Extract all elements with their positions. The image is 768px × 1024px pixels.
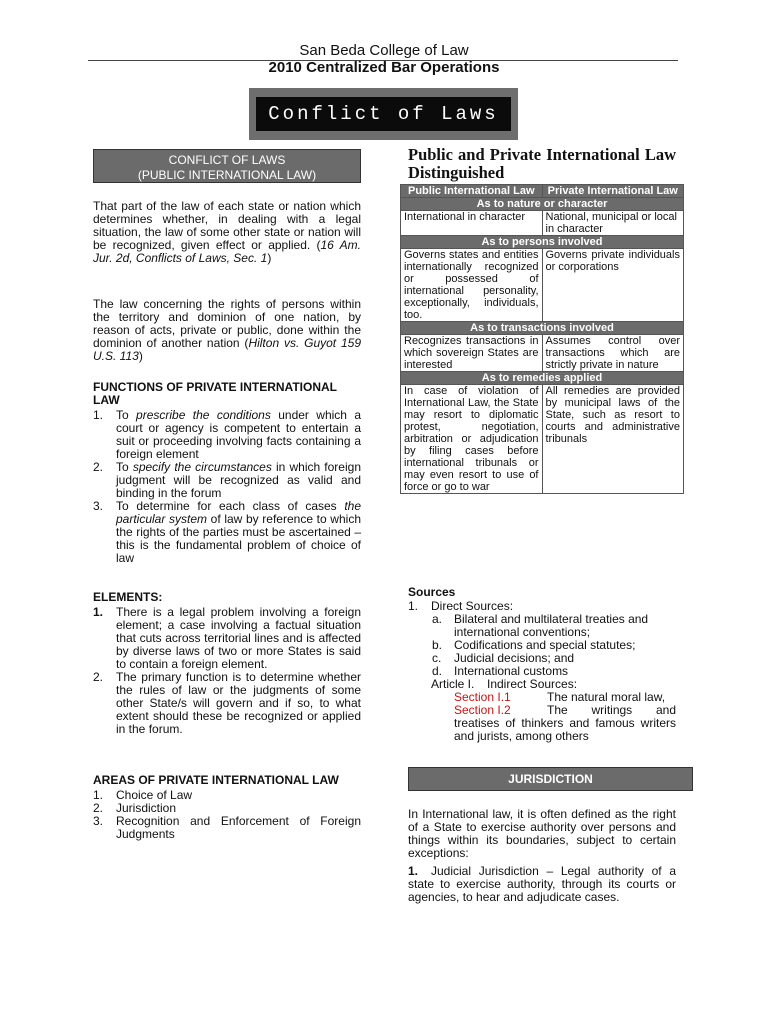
- column-header: Public International Law: [401, 185, 543, 198]
- functions-list: [93, 409, 361, 565]
- school-name: San Beda College of Law: [299, 42, 469, 59]
- section-box-line2: (PUBLIC INTERNATIONAL LAW): [137, 168, 317, 182]
- list-item: 2. Jurisdiction: [93, 801, 177, 815]
- table-cell: Assumes control over transactions which are strictly private in nature: [542, 335, 684, 372]
- table-cell: Governs private individuals or corporations: [542, 249, 684, 322]
- citation: 16 Am. Jur. 2d, Conflicts of Laws, Sec. 1: [93, 238, 361, 265]
- list-item: Section I.1 The natural moral law,: [454, 690, 666, 704]
- title-banner: [249, 88, 518, 140]
- table-subheading: As to persons involved: [401, 236, 684, 249]
- table-cell: All remedies are provided by municipal laws of the State, such as resort to courts and administrative tribunals: [542, 385, 684, 494]
- table-row: [401, 385, 684, 494]
- functions-heading: FUNCTIONS OF PRIVATE INTERNATIONAL LAW: [93, 380, 337, 407]
- comparison-table: [400, 184, 684, 494]
- table-row: [401, 335, 684, 372]
- sources-heading: Sources: [408, 585, 456, 599]
- list-item: a. Bilateral and multilateral treaties and international conventions;: [432, 612, 649, 639]
- column-header: Private International Law: [542, 185, 684, 198]
- list-item: 3. Recognition and Enforcement of Foreign Judgments: [93, 814, 361, 841]
- operations-title: 2010 Centralized Bar Operations: [268, 59, 500, 76]
- elements-heading: ELEMENTS:: [93, 590, 163, 604]
- table-cell: Recognizes transactions in which sovereign States are interested: [401, 335, 543, 372]
- table-cell: In case of violation of International Law, the State may resort to diplomatic protest, negotiation, arbitration or adjudication by filing cases before international tribunals or may even resort to use of force or go to war: [401, 385, 543, 494]
- table-row: [401, 211, 684, 236]
- jurisdiction-item: 1. Judicial Jurisdiction – Legal authority of a state to exercise authority, through its courts or agencies, to hear and adjudicate cases.: [408, 864, 676, 904]
- table-row: [401, 249, 684, 322]
- list-item: d. International customs: [432, 664, 569, 678]
- section-box-conflict-of-laws: [93, 149, 361, 183]
- table-cell: National, municipal or local in character: [542, 211, 684, 236]
- areas-list: [93, 789, 361, 841]
- comparison-title: Public and Private International Law Distinguished: [408, 145, 676, 182]
- table-cell: International in character: [401, 211, 543, 236]
- indirect-sources-label: Article I. Indirect Sources:: [431, 677, 578, 691]
- jurisdiction-paragraph: In International law, it is often defined as the right of a State to exercise authority over persons and things within its boundaries, subject to certain exceptions:: [408, 807, 676, 860]
- list-item: 1. To prescribe the conditions under which a court or agency is competent to entertain a suit or proceeding involving facts containing a foreign element: [93, 408, 361, 461]
- list-item: 2. The primary function is to determine whether the rules of law or the judgments of some other State/s will govern and if so, to what extent should these be recognized or applied in the forum.: [93, 670, 361, 736]
- direct-sources: [408, 600, 676, 743]
- list-item: 1. There is a legal problem involving a foreign element; a case involving a factual situation that cuts across territorial lines and is affected by diverse laws of two or more States is said to contain a foreign element.: [93, 605, 361, 671]
- list-item: b. Codifications and special statutes;: [432, 638, 636, 652]
- section-box-jurisdiction: JURISDICTION: [408, 767, 693, 791]
- list-item: 2. To specify the circumstances in which foreign judgment will be recognized as valid and binding in the forum: [93, 460, 361, 500]
- list-item: 3. To determine for each class of cases the particular system of law by reference to which the rights of the parties must be ascertained – this is the fundamental problem of choice of law: [93, 499, 361, 565]
- citation: Hilton vs. Guyot 159 U.S. 113: [93, 336, 361, 363]
- areas-heading: AREAS OF PRIVATE INTERNATIONAL LAW: [93, 773, 339, 787]
- table-subheading: As to remedies applied: [401, 372, 684, 385]
- table-subheading: As to nature or character: [401, 198, 684, 211]
- table-cell: Governs states and entities internationally recognized or possessed of international personality, exceptionally, individuals, too.: [401, 249, 543, 322]
- list-item: Section I.2 The writings and treatises of thinkers and famous writers and jurists, among others: [454, 703, 676, 743]
- definition-2: The law concerning the rights of persons within the territory and dominion of one nation, by reason of acts, private or public, done within the dominion of another nation (Hilton vs. Guyot 159 U.S. 113): [93, 297, 361, 363]
- list-item: 1. Choice of Law: [93, 788, 193, 802]
- banner-title: Conflict of Laws: [256, 97, 511, 131]
- table-header-row: [401, 185, 684, 198]
- list-item: c. Judicial decisions; and: [432, 651, 575, 665]
- elements-list: [93, 606, 361, 736]
- definition-1: That part of the law of each state or nation which determines whether, in dealing with a legal situation, the law of some other state or nation will be recognized, given effect or applied. (16 Am. Jur. 2d, Conflicts of Laws, Sec. 1): [93, 199, 361, 265]
- table-subheading: As to transactions involved: [401, 322, 684, 335]
- section-box-line1: CONFLICT OF LAWS: [168, 153, 286, 167]
- direct-sources-label: 1. Direct Sources:: [408, 599, 514, 613]
